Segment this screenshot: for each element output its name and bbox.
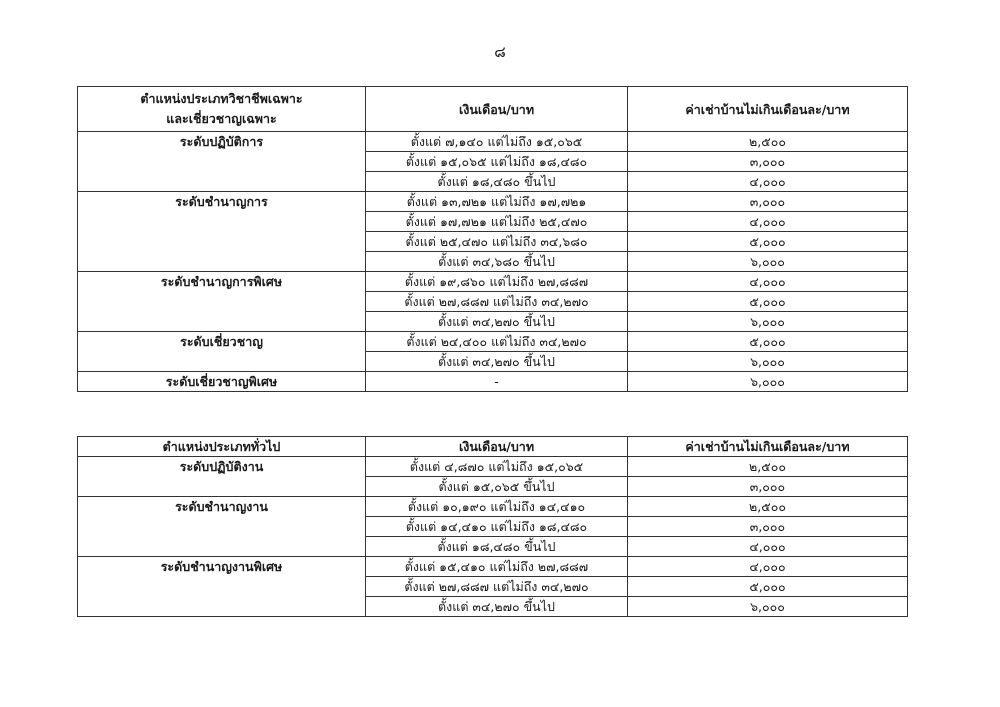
salary-range-cell: ตั้งแต่ ๑๐,๑๙๐ แต่ไม่ถึง ๑๔,๔๑๐ [366,497,628,517]
rent-allowance-cell: ๕,๐๐๐ [628,232,908,252]
position-level-label: ระดับเชี่ยวชาญ [78,332,366,352]
table-row [78,272,908,292]
rent-allowance-cell: ๖,๐๐๐ [628,312,908,332]
salary-header: เงินเดือน/บาท [366,87,628,132]
table-row [78,312,908,332]
table-row [78,192,908,212]
salary-range-cell: ตั้งแต่ ๑๘,๔๘๐ ขึ้นไป [366,537,628,557]
rent-allowance-cell: ๒,๕๐๐ [628,132,908,152]
position-level-label: ระดับชำนาญการพิเศษ [78,272,366,292]
position-level-spacer [78,597,366,617]
table-row [78,332,908,352]
salary-range-cell: ตั้งแต่ ๒๗,๘๘๗ แต่ไม่ถึง ๓๔,๒๗๐ [366,292,628,312]
rent-header: ค่าเช่าบ้านไม่เกินเดือนละ/บาท [628,437,908,457]
table-row [78,132,908,152]
rent-allowance-cell: ๓,๐๐๐ [628,192,908,212]
position-level-spacer [78,172,366,192]
position-level-spacer [78,537,366,557]
salary-range-cell: ตั้งแต่ ๒๕,๔๗๐ แต่ไม่ถึง ๓๔,๖๘๐ [366,232,628,252]
position-level-spacer [78,252,366,272]
table-body [78,457,908,617]
salary-range-cell: ตั้งแต่ ๑๔,๔๑๐ แต่ไม่ถึง ๑๘,๔๘๐ [366,517,628,537]
table-row [78,252,908,272]
table-row [78,597,908,617]
table-body [78,132,908,392]
rent-header: ค่าเช่าบ้านไม่เกินเดือนละ/บาท [628,87,908,132]
salary-range-cell: ตั้งแต่ ๒๗,๘๘๗ แต่ไม่ถึง ๓๔,๒๗๐ [366,577,628,597]
rent-allowance-cell: ๒,๕๐๐ [628,497,908,517]
salary-range-cell: ตั้งแต่ ๗,๑๔๐ แต่ไม่ถึง ๑๕,๐๖๕ [366,132,628,152]
rent-allowance-cell: ๕,๐๐๐ [628,577,908,597]
rent-allowance-cell: ๔,๐๐๐ [628,212,908,232]
position-level-label: ระดับเชี่ยวชาญพิเศษ [78,372,366,392]
table-row [78,577,908,597]
salary-range-cell: ตั้งแต่ ๓๔,๒๗๐ ขึ้นไป [366,312,628,332]
rent-allowance-cell: ๔,๐๐๐ [628,272,908,292]
table-row [78,372,908,392]
table-row [78,457,908,477]
rent-allowance-cell: ๓,๐๐๐ [628,517,908,537]
position-level-spacer [78,352,366,372]
rent-allowance-cell: ๖,๐๐๐ [628,372,908,392]
table-row [78,212,908,232]
position-level-spacer [78,232,366,252]
table-row [78,557,908,577]
position-level-spacer [78,477,366,497]
salary-range-cell: ตั้งแต่ ๔,๘๗๐ แต่ไม่ถึง ๑๕,๐๖๕ [366,457,628,477]
salary-range-cell: ตั้งแต่ ๓๔,๒๗๐ ขึ้นไป [366,352,628,372]
salary-range-cell: ตั้งแต่ ๓๔,๖๘๐ ขึ้นไป [366,252,628,272]
salary-range-cell: ตั้งแต่ ๑๗,๗๒๑ แต่ไม่ถึง ๒๕,๔๗๐ [366,212,628,232]
table-row [78,477,908,497]
table-row [78,232,908,252]
position-level-label: ระดับปฏิบัติการ [78,132,366,152]
table-row [78,537,908,557]
position-level-label: ระดับปฏิบัติงาน [78,457,366,477]
page-number: ๘ [494,43,506,61]
rent-allowance-cell: ๕,๐๐๐ [628,332,908,352]
rent-allowance-cell: ๖,๐๐๐ [628,252,908,272]
salary-range-cell: ตั้งแต่ ๑๓,๗๒๑ แต่ไม่ถึง ๑๗,๗๒๑ [366,192,628,212]
salary-range-cell: ตั้งแต่ ๑๕,๐๖๕ ขึ้นไป [366,477,628,497]
table-row [78,497,908,517]
position-type-header-line2: และเชี่ยวชาญเฉพาะ [166,111,277,126]
table-row [78,517,908,537]
position-level-spacer [78,312,366,332]
position-level-spacer [78,292,366,312]
position-level-spacer [78,517,366,537]
professional-salary-table [77,86,908,392]
table-header-row [78,87,908,132]
salary-range-cell: ตั้งแต่ ๑๕,๔๑๐ แต่ไม่ถึง ๒๗,๘๘๗ [366,557,628,577]
table-row [78,352,908,372]
rent-allowance-cell: ๕,๐๐๐ [628,292,908,312]
rent-allowance-cell: ๔,๐๐๐ [628,557,908,577]
general-salary-table [77,436,908,617]
table-row [78,152,908,172]
table-row [78,172,908,192]
salary-range-cell: ตั้งแต่ ๓๔,๒๗๐ ขึ้นไป [366,597,628,617]
rent-allowance-cell: ๖,๐๐๐ [628,352,908,372]
salary-range-cell: ตั้งแต่ ๑๘,๔๘๐ ขึ้นไป [366,172,628,192]
rent-allowance-cell: ๔,๐๐๐ [628,537,908,557]
position-level-label: ระดับชำนาญงานพิเศษ [78,557,366,577]
position-level-spacer [78,152,366,172]
position-level-spacer [78,212,366,232]
position-level-spacer [78,577,366,597]
position-level-label: ระดับชำนาญงาน [78,497,366,517]
rent-allowance-cell: ๔,๐๐๐ [628,172,908,192]
table-header-row [78,437,908,457]
position-type-header: ตำแหน่งประเภททั่วไป [78,437,366,457]
salary-range-cell: ตั้งแต่ ๑๕,๐๖๕ แต่ไม่ถึง ๑๘,๔๘๐ [366,152,628,172]
rent-allowance-cell: ๒,๕๐๐ [628,457,908,477]
rent-allowance-cell: ๖,๐๐๐ [628,597,908,617]
salary-range-cell: ตั้งแต่ ๒๔,๔๐๐ แต่ไม่ถึง ๓๔,๒๗๐ [366,332,628,352]
salary-range-cell: - [366,372,628,392]
rent-allowance-cell: ๓,๐๐๐ [628,477,908,497]
rent-allowance-cell: ๓,๐๐๐ [628,152,908,172]
position-type-header-line1: ตำแหน่งประเภทวิชาชีพเฉพาะ [140,91,303,106]
salary-range-cell: ตั้งแต่ ๑๙,๘๖๐ แต่ไม่ถึง ๒๗,๘๘๗ [366,272,628,292]
position-level-label: ระดับชำนาญการ [78,192,366,212]
salary-header: เงินเดือน/บาท [366,437,628,457]
position-type-header [78,87,366,132]
table-row [78,292,908,312]
